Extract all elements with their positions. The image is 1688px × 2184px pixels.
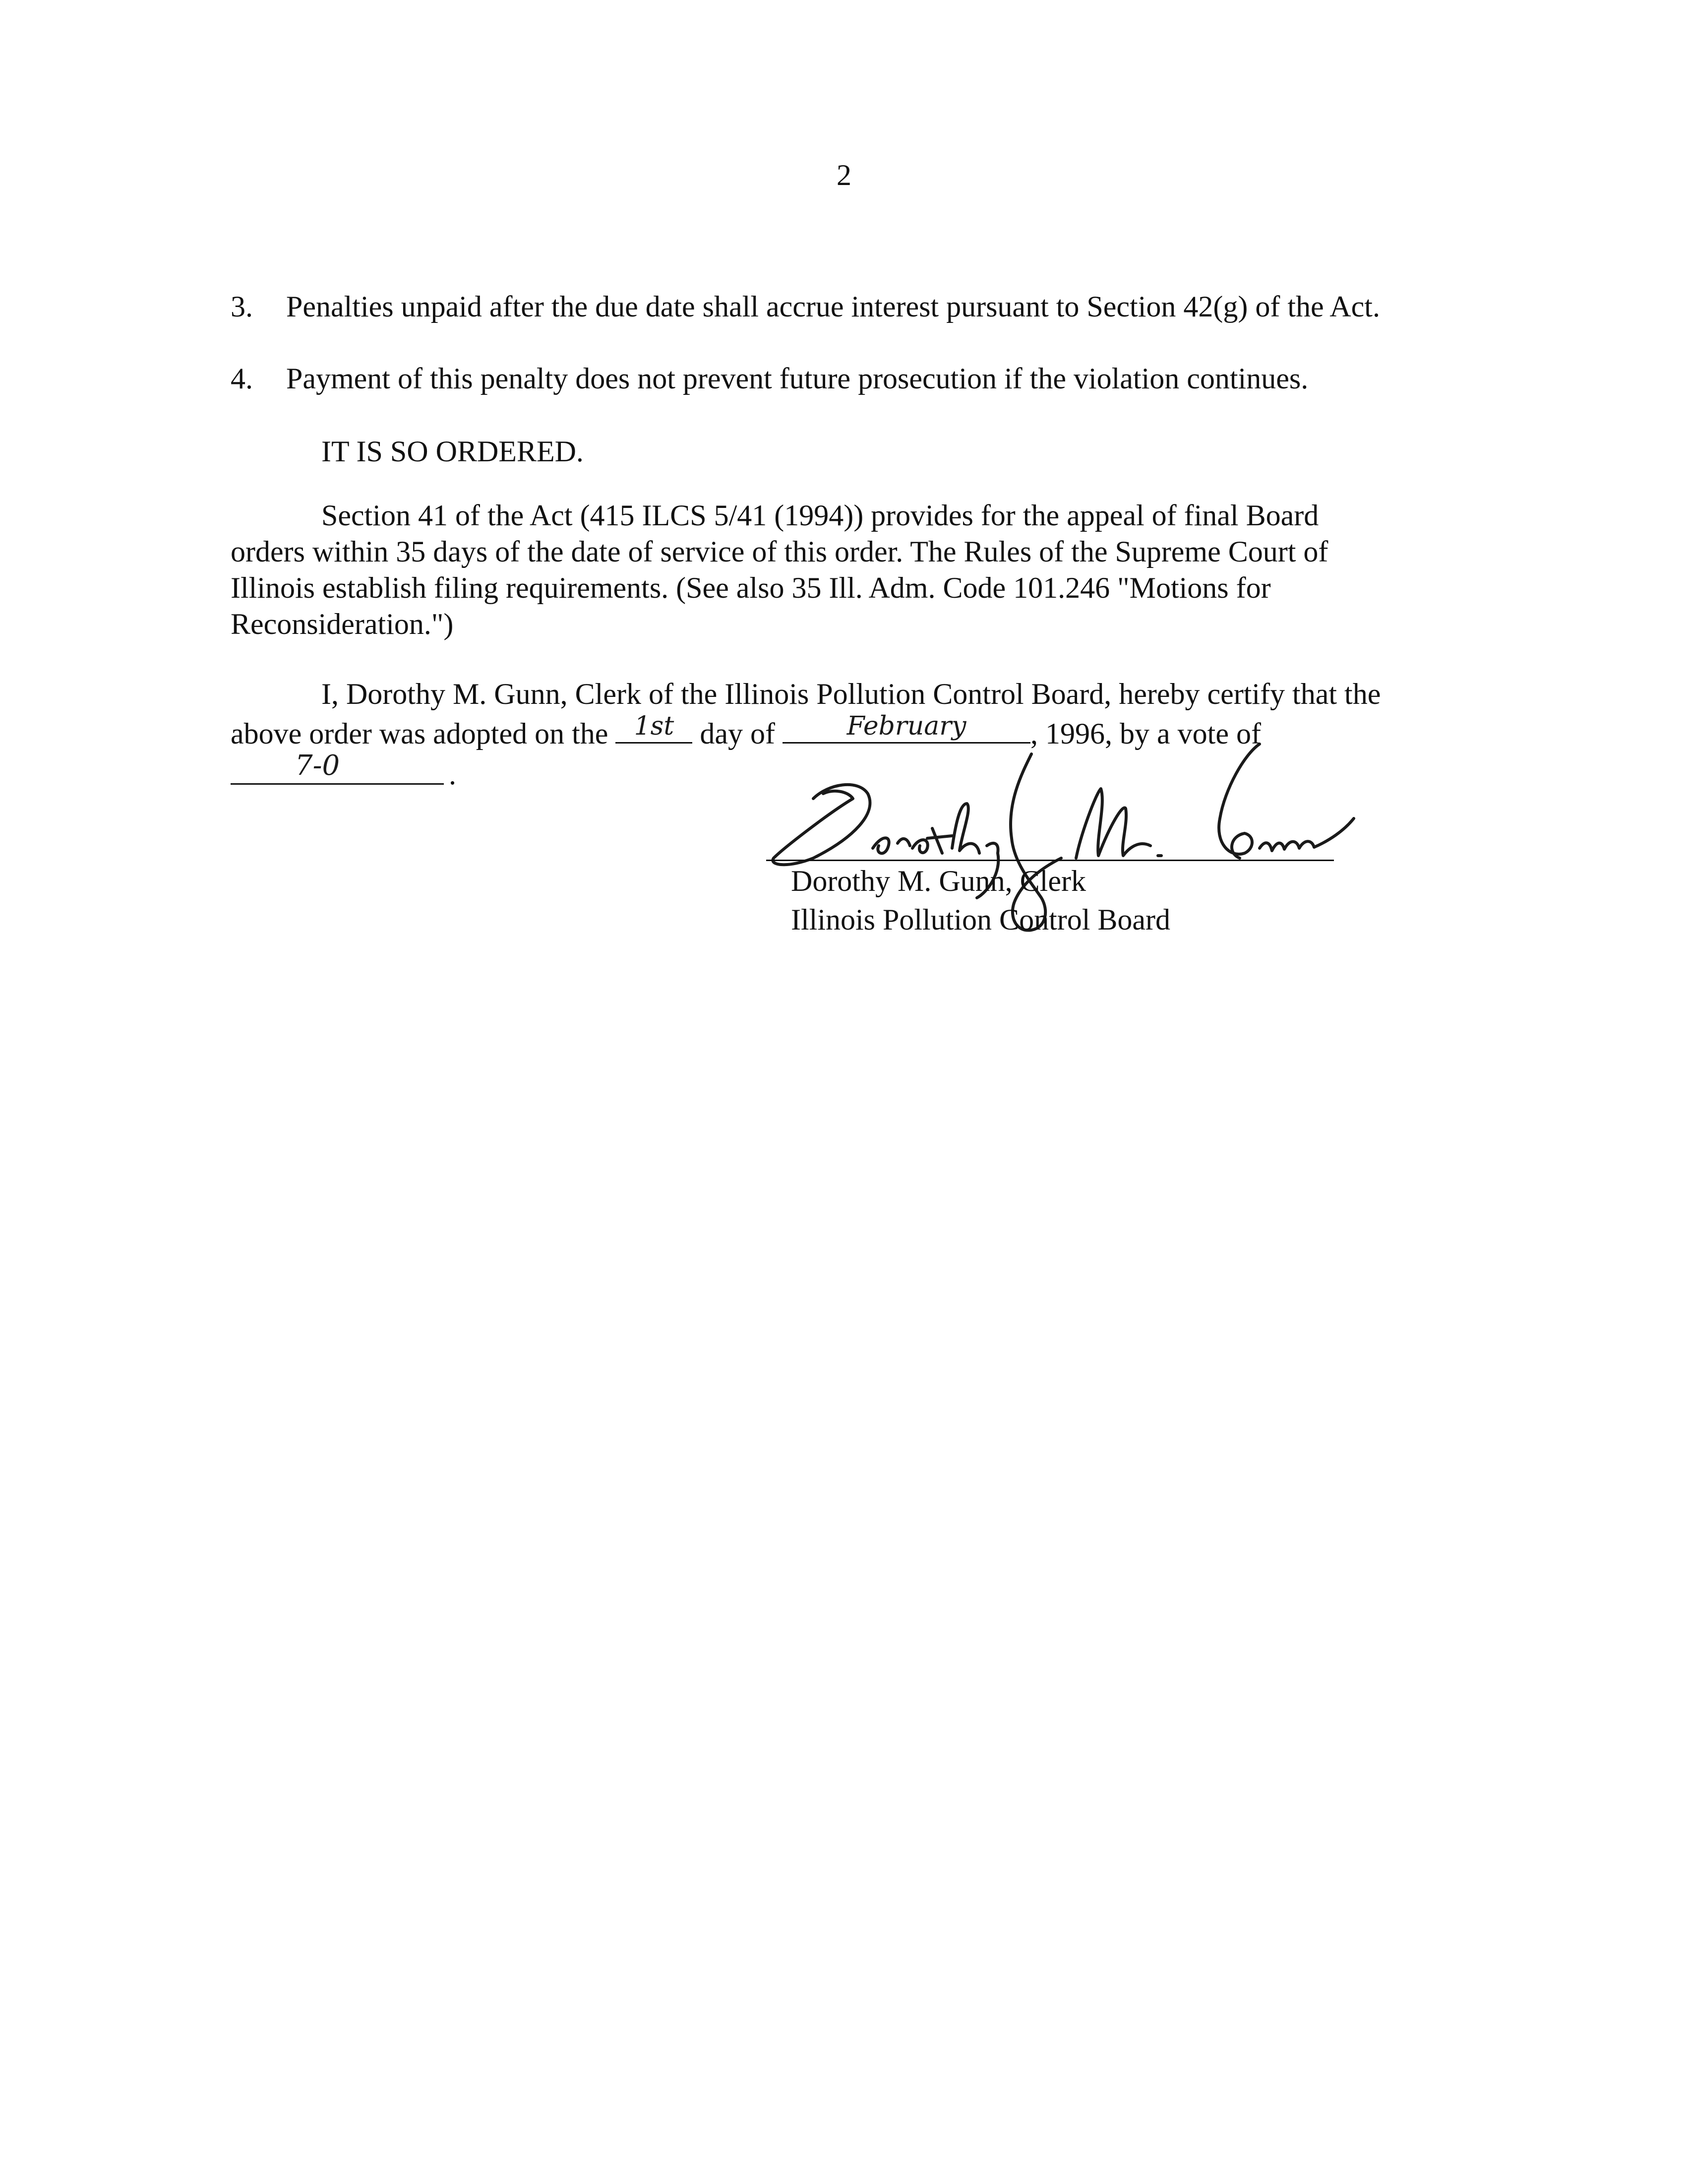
appeal-paragraph [231, 498, 1441, 642]
cert-suffix: , 1996, by a vote of [1030, 717, 1261, 750]
so-ordered-statement: IT IS SO ORDERED. [321, 435, 584, 468]
signature-line [766, 860, 1334, 861]
cert-mid: day of [700, 717, 776, 750]
appeal-line: Illinois establish filing requirements. (See also 35 Ill. Adm. Code 101.246 "Motions for [231, 571, 1271, 604]
handwritten-day: 1st [634, 711, 674, 741]
appeal-line: Section 41 of the Act (415 ILCS 5/41 (1994)) provides for the appeal of final Board [321, 499, 1319, 532]
order-item-4 [231, 361, 1308, 396]
item-text: Payment of this penalty does not prevent future prosecution if the violation continues. [286, 362, 1309, 395]
cert-prefix: above order was adopted on the [231, 717, 608, 750]
handwritten-vote: 7-0 [295, 749, 340, 782]
appeal-line: Reconsideration.") [231, 608, 454, 640]
day-blank [615, 712, 692, 744]
vote-blank [231, 749, 456, 791]
order-item-3 [231, 289, 1380, 324]
page-number: 2 [837, 159, 851, 191]
signer-organization: Illinois Pollution Control Board [791, 903, 1171, 936]
item-number: 3. [231, 290, 253, 323]
handwritten-month: February [846, 711, 966, 741]
appeal-line: orders within 35 days of the date of service of this order. The Rules of the Supreme Court of [231, 535, 1328, 568]
item-number: 4. [231, 362, 253, 395]
signer-name-title: Dorothy M. Gunn, Clerk [791, 865, 1086, 897]
signer-block [791, 862, 1170, 939]
vote-period: . [449, 758, 456, 791]
vote-underline [231, 783, 444, 785]
certification-line: I, Dorothy M. Gunn, Clerk of the Illinois Pollution Control Board, hereby certify that the [321, 678, 1381, 710]
item-text: Penalties unpaid after the due date shall accrue interest pursuant to Section 42(g) of the Act. [286, 290, 1380, 323]
